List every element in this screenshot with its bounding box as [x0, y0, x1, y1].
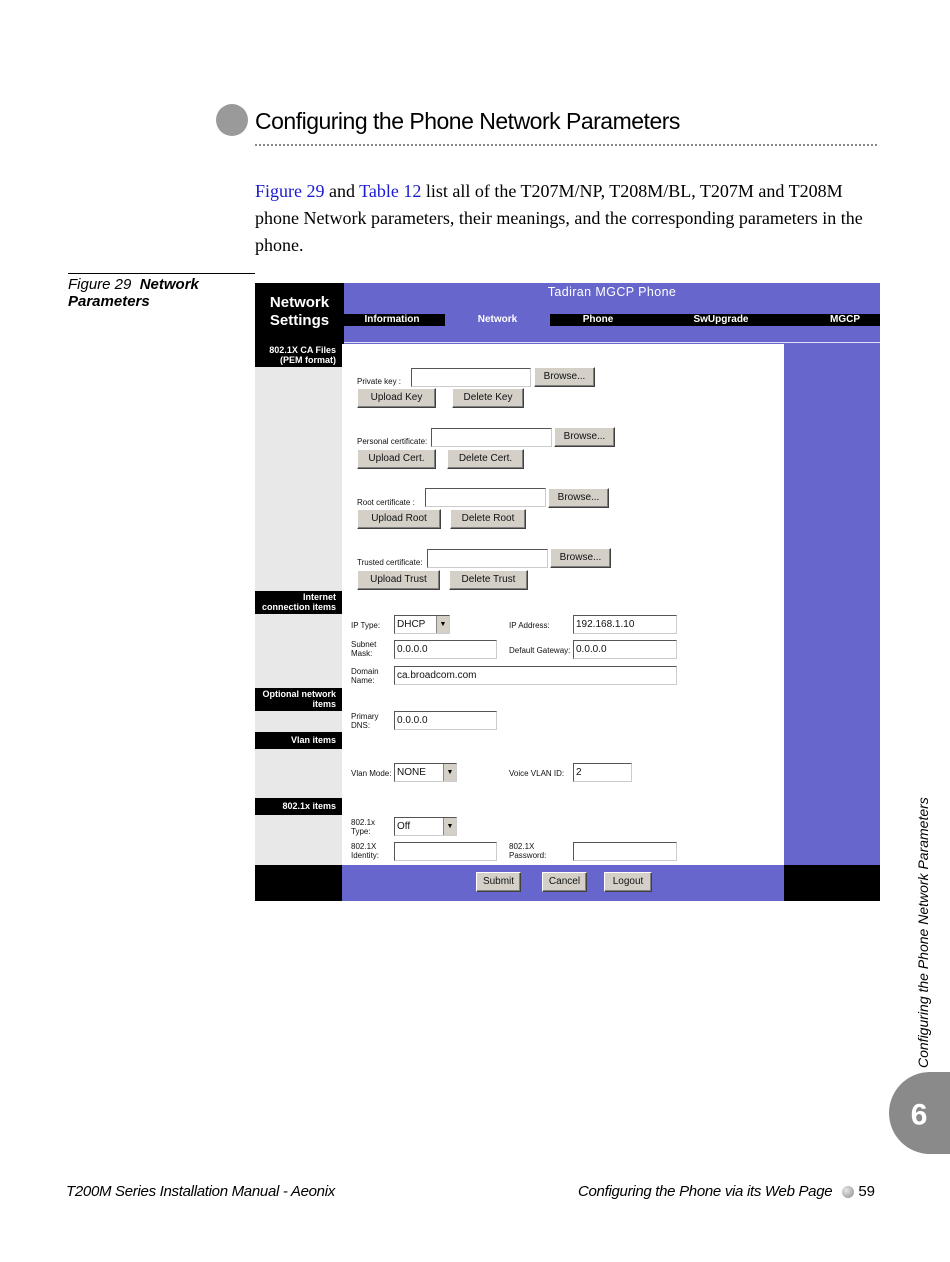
- root-cert-input[interactable]: [425, 488, 546, 507]
- intro-mid-text: and: [324, 181, 360, 201]
- 8021x-identity-label: [351, 842, 379, 860]
- section-label-vlan: Vlan items: [255, 732, 342, 749]
- browse-personal-cert-button[interactable]: Browse...: [554, 427, 615, 447]
- figure-number: Figure 29: [68, 276, 132, 293]
- trusted-cert-label: Trusted certificate:: [357, 558, 423, 567]
- footer-right: [578, 1183, 875, 1200]
- figure-title: Network Parameters: [68, 276, 199, 310]
- subnet-mask-input[interactable]: 0.0.0.0: [394, 640, 497, 659]
- vlan-mode-label: Vlan Mode:: [351, 769, 392, 778]
- type-line-2: Type:: [351, 827, 371, 836]
- ip-type-value: DHCP: [397, 619, 426, 630]
- app-title: Tadiran MGCP Phone: [547, 285, 677, 299]
- subnet-mask-label: [351, 640, 376, 658]
- trusted-cert-input[interactable]: [427, 549, 548, 568]
- tab-mgcp[interactable]: MGCP: [830, 314, 860, 325]
- delete-trust-button[interactable]: Delete Trust: [449, 570, 528, 590]
- personal-cert-input[interactable]: [431, 428, 552, 447]
- section-label-optional: [255, 688, 342, 711]
- primary-dns-input[interactable]: 0.0.0.0: [394, 711, 497, 730]
- type-line-1: 802.1x: [351, 818, 376, 827]
- subnet-line-1: Subnet: [351, 640, 377, 649]
- chapter-number: 9: [910, 1097, 928, 1130]
- domain-line-1: Domain: [351, 667, 379, 676]
- intro-paragraph: [255, 178, 880, 259]
- settings-line-2: Settings: [269, 312, 330, 329]
- section-title: Configuring the Phone Network Parameters: [255, 108, 680, 134]
- personal-cert-label: Personal certificate:: [357, 437, 428, 446]
- cancel-button[interactable]: Cancel: [542, 872, 587, 892]
- figure-29-link[interactable]: Figure 29: [255, 181, 325, 201]
- upload-root-button[interactable]: Upload Root: [357, 509, 441, 529]
- browse-private-key-button[interactable]: Browse...: [534, 367, 595, 387]
- 8021x-password-label: [509, 842, 546, 860]
- private-key-input[interactable]: [411, 368, 531, 387]
- internet-line-1: Internet: [302, 592, 336, 602]
- section-label-8021x: 802.1x items: [255, 798, 342, 815]
- vlan-mode-select[interactable]: [394, 763, 457, 782]
- ip-address-label: IP Address:: [509, 621, 550, 630]
- subnet-line-2: Mask:: [351, 649, 373, 658]
- domain-name-input[interactable]: ca.broadcom.com: [394, 666, 677, 685]
- domain-line-2: Name:: [351, 676, 375, 685]
- chevron-down-icon: ▼: [443, 818, 456, 835]
- settings-line-1: Network: [269, 294, 330, 311]
- optional-line-2: items: [312, 699, 336, 709]
- network-settings-heading: [255, 283, 344, 344]
- dns-line-1: Primary: [351, 712, 379, 721]
- ip-address-input[interactable]: 192.168.1.10: [573, 615, 677, 634]
- figure-caption: [68, 276, 248, 310]
- internet-line-2: connection items: [261, 602, 336, 612]
- footer-left-block: [255, 865, 342, 901]
- dns-line-2: DNS:: [351, 721, 371, 730]
- ca-files-line-2: (PEM format): [280, 355, 336, 365]
- root-cert-label: Root certificate :: [357, 498, 415, 507]
- section-label-internet: [255, 591, 342, 614]
- submit-button[interactable]: Submit: [476, 872, 521, 892]
- delete-cert-button[interactable]: Delete Cert.: [447, 449, 524, 469]
- page-bullet-icon: [842, 1186, 854, 1198]
- voice-vlan-input[interactable]: 2: [573, 763, 632, 782]
- table-12-link[interactable]: Table 12: [359, 181, 422, 201]
- section-bullet-icon: [216, 104, 248, 136]
- tab-information[interactable]: Information: [364, 314, 420, 325]
- right-margin-band: [784, 344, 880, 865]
- ca-files-line-1: 802.1X CA Files: [269, 345, 336, 355]
- default-gateway-label: Default Gateway:: [509, 646, 571, 655]
- password-line-1: 802.1X: [509, 842, 535, 851]
- upload-trust-button[interactable]: Upload Trust: [357, 570, 440, 590]
- chevron-down-icon: ▼: [443, 764, 456, 781]
- footer-manual-title: T200M Series Installation Manual - Aeonix: [66, 1183, 335, 1200]
- vlan-mode-value: NONE: [397, 767, 426, 778]
- 8021x-type-select[interactable]: [394, 817, 457, 836]
- identity-line-2: Identity:: [351, 851, 380, 860]
- browse-root-cert-button[interactable]: Browse...: [548, 488, 609, 508]
- form-area: [342, 344, 784, 865]
- private-key-label: Private key :: [357, 377, 402, 386]
- identity-line-1: 802.1X: [351, 842, 377, 851]
- primary-dns-label: [351, 712, 379, 730]
- section-label-ca-files: [255, 344, 342, 367]
- network-settings-screenshot: [255, 283, 880, 901]
- 8021x-type-value: Off: [397, 821, 411, 832]
- footer-chapter-title: Configuring the Phone via its Web Page: [577, 1183, 833, 1200]
- ip-type-label: IP Type:: [351, 621, 381, 630]
- intro-rest-text: list all of the T207M/NP, T208M/BL, T207M and T208M phone Network parameters, their meanings, and the corresponding parameters in the phone.: [255, 181, 863, 255]
- optional-line-1: Optional network: [262, 689, 336, 699]
- footer-right-block: [784, 865, 880, 901]
- header-divider: [344, 342, 880, 343]
- logout-button[interactable]: Logout: [604, 872, 652, 892]
- voice-vlan-label: Voice VLAN ID:: [509, 769, 565, 778]
- upload-key-button[interactable]: Upload Key: [357, 388, 436, 408]
- section-divider: [255, 144, 877, 146]
- browse-trusted-cert-button[interactable]: Browse...: [550, 548, 611, 568]
- default-gateway-input[interactable]: 0.0.0.0: [573, 640, 677, 659]
- tab-swupgrade[interactable]: SwUpgrade: [693, 314, 749, 325]
- tab-network[interactable]: Network: [445, 314, 550, 326]
- password-line-2: Password:: [509, 851, 547, 860]
- caption-rule: [68, 273, 255, 274]
- chevron-down-icon: ▼: [436, 616, 449, 633]
- ip-type-select[interactable]: [394, 615, 450, 634]
- page-number: 59: [858, 1183, 875, 1200]
- running-head-vertical: Configuring the Phone Network Parameters: [915, 797, 931, 1068]
- delete-root-button[interactable]: Delete Root: [450, 509, 526, 529]
- 8021x-identity-input[interactable]: [394, 842, 497, 861]
- domain-name-label: [351, 667, 379, 685]
- tab-phone[interactable]: Phone: [582, 314, 614, 325]
- delete-key-button[interactable]: Delete Key: [452, 388, 524, 408]
- 8021x-type-label: [351, 818, 375, 836]
- 8021x-password-input[interactable]: [573, 842, 677, 861]
- upload-cert-button[interactable]: Upload Cert.: [357, 449, 436, 469]
